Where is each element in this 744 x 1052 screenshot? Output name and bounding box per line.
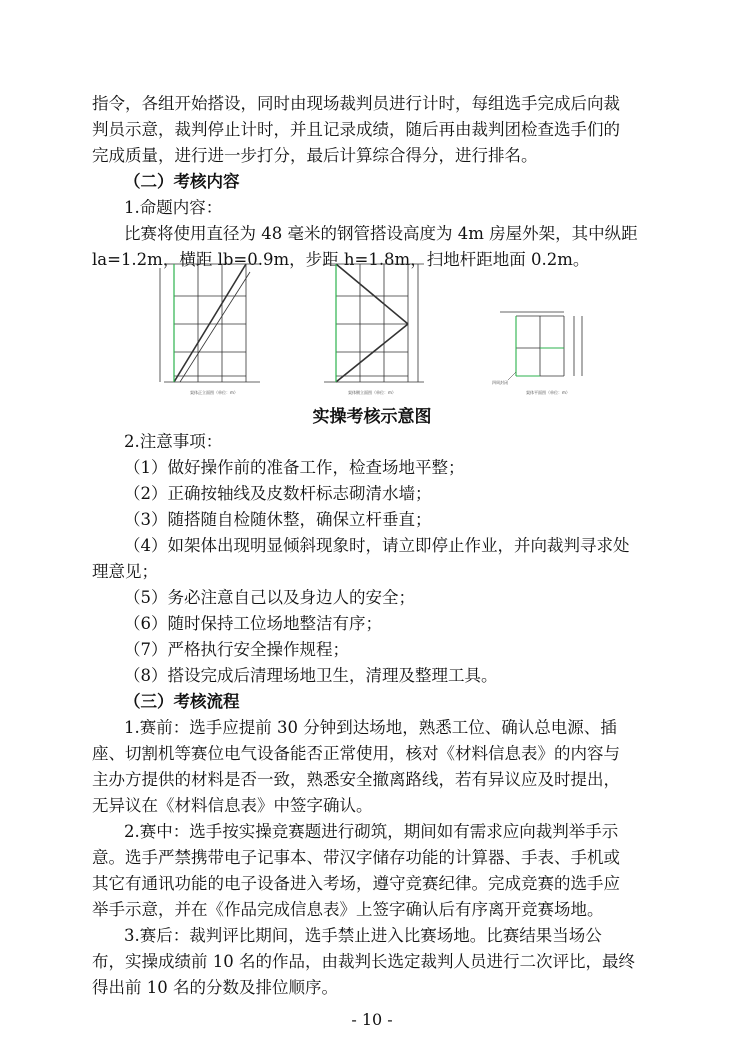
paragraph-line: 布，实操成绩前 10 名的作品，由裁判长选定裁判人员进行二次评比，最终 bbox=[92, 952, 635, 971]
paragraph-line: 意。选手严禁携带电子记事本、带汉字储存功能的计算器、手表、手机或 bbox=[92, 848, 620, 867]
figure-caption: 架体平面图（单位：m） bbox=[526, 390, 570, 395]
list-item-continuation: 理意见； bbox=[92, 562, 158, 581]
list-item: （8）搭设完成后清理场地卫生，清理及整理工具。 bbox=[124, 666, 498, 685]
paragraph-line: 2.赛中：选手按实操竞赛题进行砌筑，期间如有需求应向裁判举手示 bbox=[124, 822, 619, 841]
list-item: （1）做好操作前的准备工作，检查场地平整； bbox=[124, 458, 465, 477]
list-item: （5）务必注意自己以及身边人的安全； bbox=[124, 588, 415, 607]
plan-view-figure bbox=[486, 306, 592, 402]
paragraph-line: 其它有通讯功能的电子设备进入考场，遵守竞赛纪律。完成竞赛的选手应 bbox=[92, 874, 620, 893]
paragraph-line: 判员示意，裁判停止计时，并且记录成绩，随后再由裁判团检查选手们的 bbox=[92, 120, 620, 139]
subheading: 1.命题内容： bbox=[124, 198, 223, 217]
page-number: - 10 - bbox=[351, 1010, 393, 1029]
paragraph-line: 完成质量，进行进一步打分，最后计算综合得分，进行排名。 bbox=[92, 146, 538, 165]
paragraph-line: 举手示意，并在《作品完成信息表》上签字确认后有序离开竞赛场地。 bbox=[92, 900, 604, 919]
front-elevation-figure bbox=[150, 258, 270, 398]
figure-note: 四周封闭 bbox=[492, 380, 508, 385]
subheading: 2.注意事项： bbox=[124, 432, 223, 451]
list-item: （7）严格执行安全操作规程； bbox=[124, 640, 349, 659]
figure-caption: 架体正立面图（单位：m） bbox=[190, 390, 238, 395]
list-item: （3）随搭随自检随休整，确保立杆垂直； bbox=[124, 510, 432, 529]
paragraph-line: la=1.2m，横距 lb=0.9m，步距 h=1.8m，扫地杆距地面 0.2m。 bbox=[92, 250, 590, 269]
figure-title: 实操考核示意图 bbox=[312, 407, 432, 427]
list-item: （6）随时保持工位场地整洁有序； bbox=[124, 614, 382, 633]
section-heading: （二）考核内容 bbox=[124, 172, 240, 191]
paragraph-line: 无异议在《材料信息表》中签字确认。 bbox=[92, 796, 373, 815]
paragraph-line: 得出前 10 名的分数及排位顺序。 bbox=[92, 978, 338, 997]
section-heading: （三）考核流程 bbox=[124, 692, 240, 711]
paragraph-line: 主办方提供的材料是否一致，熟悉安全撤离路线，若有异议应及时提出， bbox=[92, 770, 620, 789]
paragraph-line: 3.赛后：裁判评比期间，选手禁止进入比赛场地。比赛结果当场公 bbox=[124, 926, 602, 945]
paragraph-line: 比赛将使用直径为 48 毫米的钢管搭设高度为 4m 房屋外架，其中纵距 bbox=[124, 224, 638, 243]
paragraph-line: 1.赛前：选手应提前 30 分钟到达场地，熟悉工位、确认总电源、插 bbox=[124, 718, 617, 737]
side-elevation-figure bbox=[314, 258, 434, 398]
list-item: （4）如架体出现明显倾斜现象时，请立即停止作业，并向裁判寻求处 bbox=[124, 536, 630, 555]
paragraph-line: 指令，各组开始搭设，同时由现场裁判员进行计时，每组选手完成后向裁 bbox=[92, 94, 620, 113]
figure-caption: 架体侧立面图（单位：m） bbox=[348, 390, 396, 395]
list-item: （2）正确按轴线及皮数杆标志砌清水墙； bbox=[124, 484, 432, 503]
paragraph-line: 座、切割机等赛位电气设备能否正常使用，核对《材料信息表》的内容与 bbox=[92, 744, 620, 763]
